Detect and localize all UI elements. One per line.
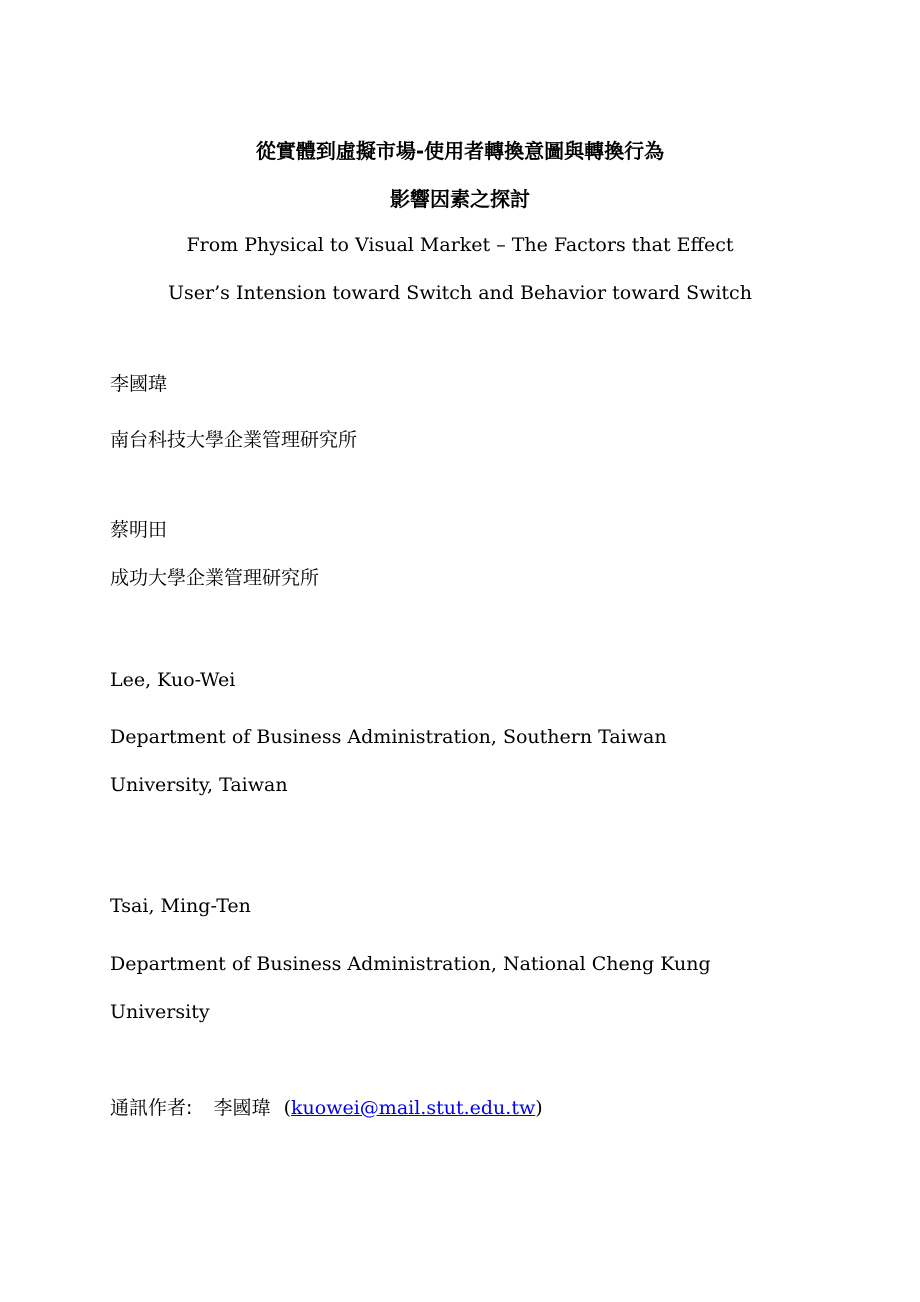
author-zh-name-2: 蔡明田 xyxy=(110,519,168,541)
author-zh-affiliation-2: 成功大學企業管理研究所 xyxy=(110,567,320,589)
correspondence-email-link[interactable]: kuowei@mail.stut.edu.tw xyxy=(291,1097,536,1119)
author-en-affiliation-2-line1: Department of Business Administration, National Cheng Kung xyxy=(110,953,711,975)
author-zh-name-1: 李國瑋 xyxy=(110,373,168,395)
correspondence-open-paren: ( xyxy=(283,1097,292,1119)
title-zh-line2: 影響因素之探討 xyxy=(390,187,530,211)
correspondence-name: 李國瑋 xyxy=(213,1097,271,1119)
author-zh-affiliation-1: 南台科技大學企業管理研究所 xyxy=(110,429,358,451)
title-en-line1: From Physical to Visual Market – The Factors that Effect xyxy=(186,234,734,256)
correspondence-close-paren: ) xyxy=(535,1097,543,1119)
author-en-name-2: Tsai, Ming-Ten xyxy=(110,895,251,917)
author-en-affiliation-1-line2: University, Taiwan xyxy=(110,774,288,796)
title-en-line2: User’s Intension toward Switch and Behavior toward Switch xyxy=(168,282,752,304)
title-zh-line1: 從實體到虛擬市場-使用者轉換意圖與轉換行為 xyxy=(255,139,665,163)
correspondence-line xyxy=(110,1099,543,1118)
author-en-name-1: Lee, Kuo-Wei xyxy=(110,669,236,691)
author-en-affiliation-1-line1: Department of Business Administration, Southern Taiwan xyxy=(110,726,667,748)
author-en-affiliation-2-line2: University xyxy=(110,1001,210,1023)
correspondence-label: 通訊作者: xyxy=(110,1097,193,1119)
